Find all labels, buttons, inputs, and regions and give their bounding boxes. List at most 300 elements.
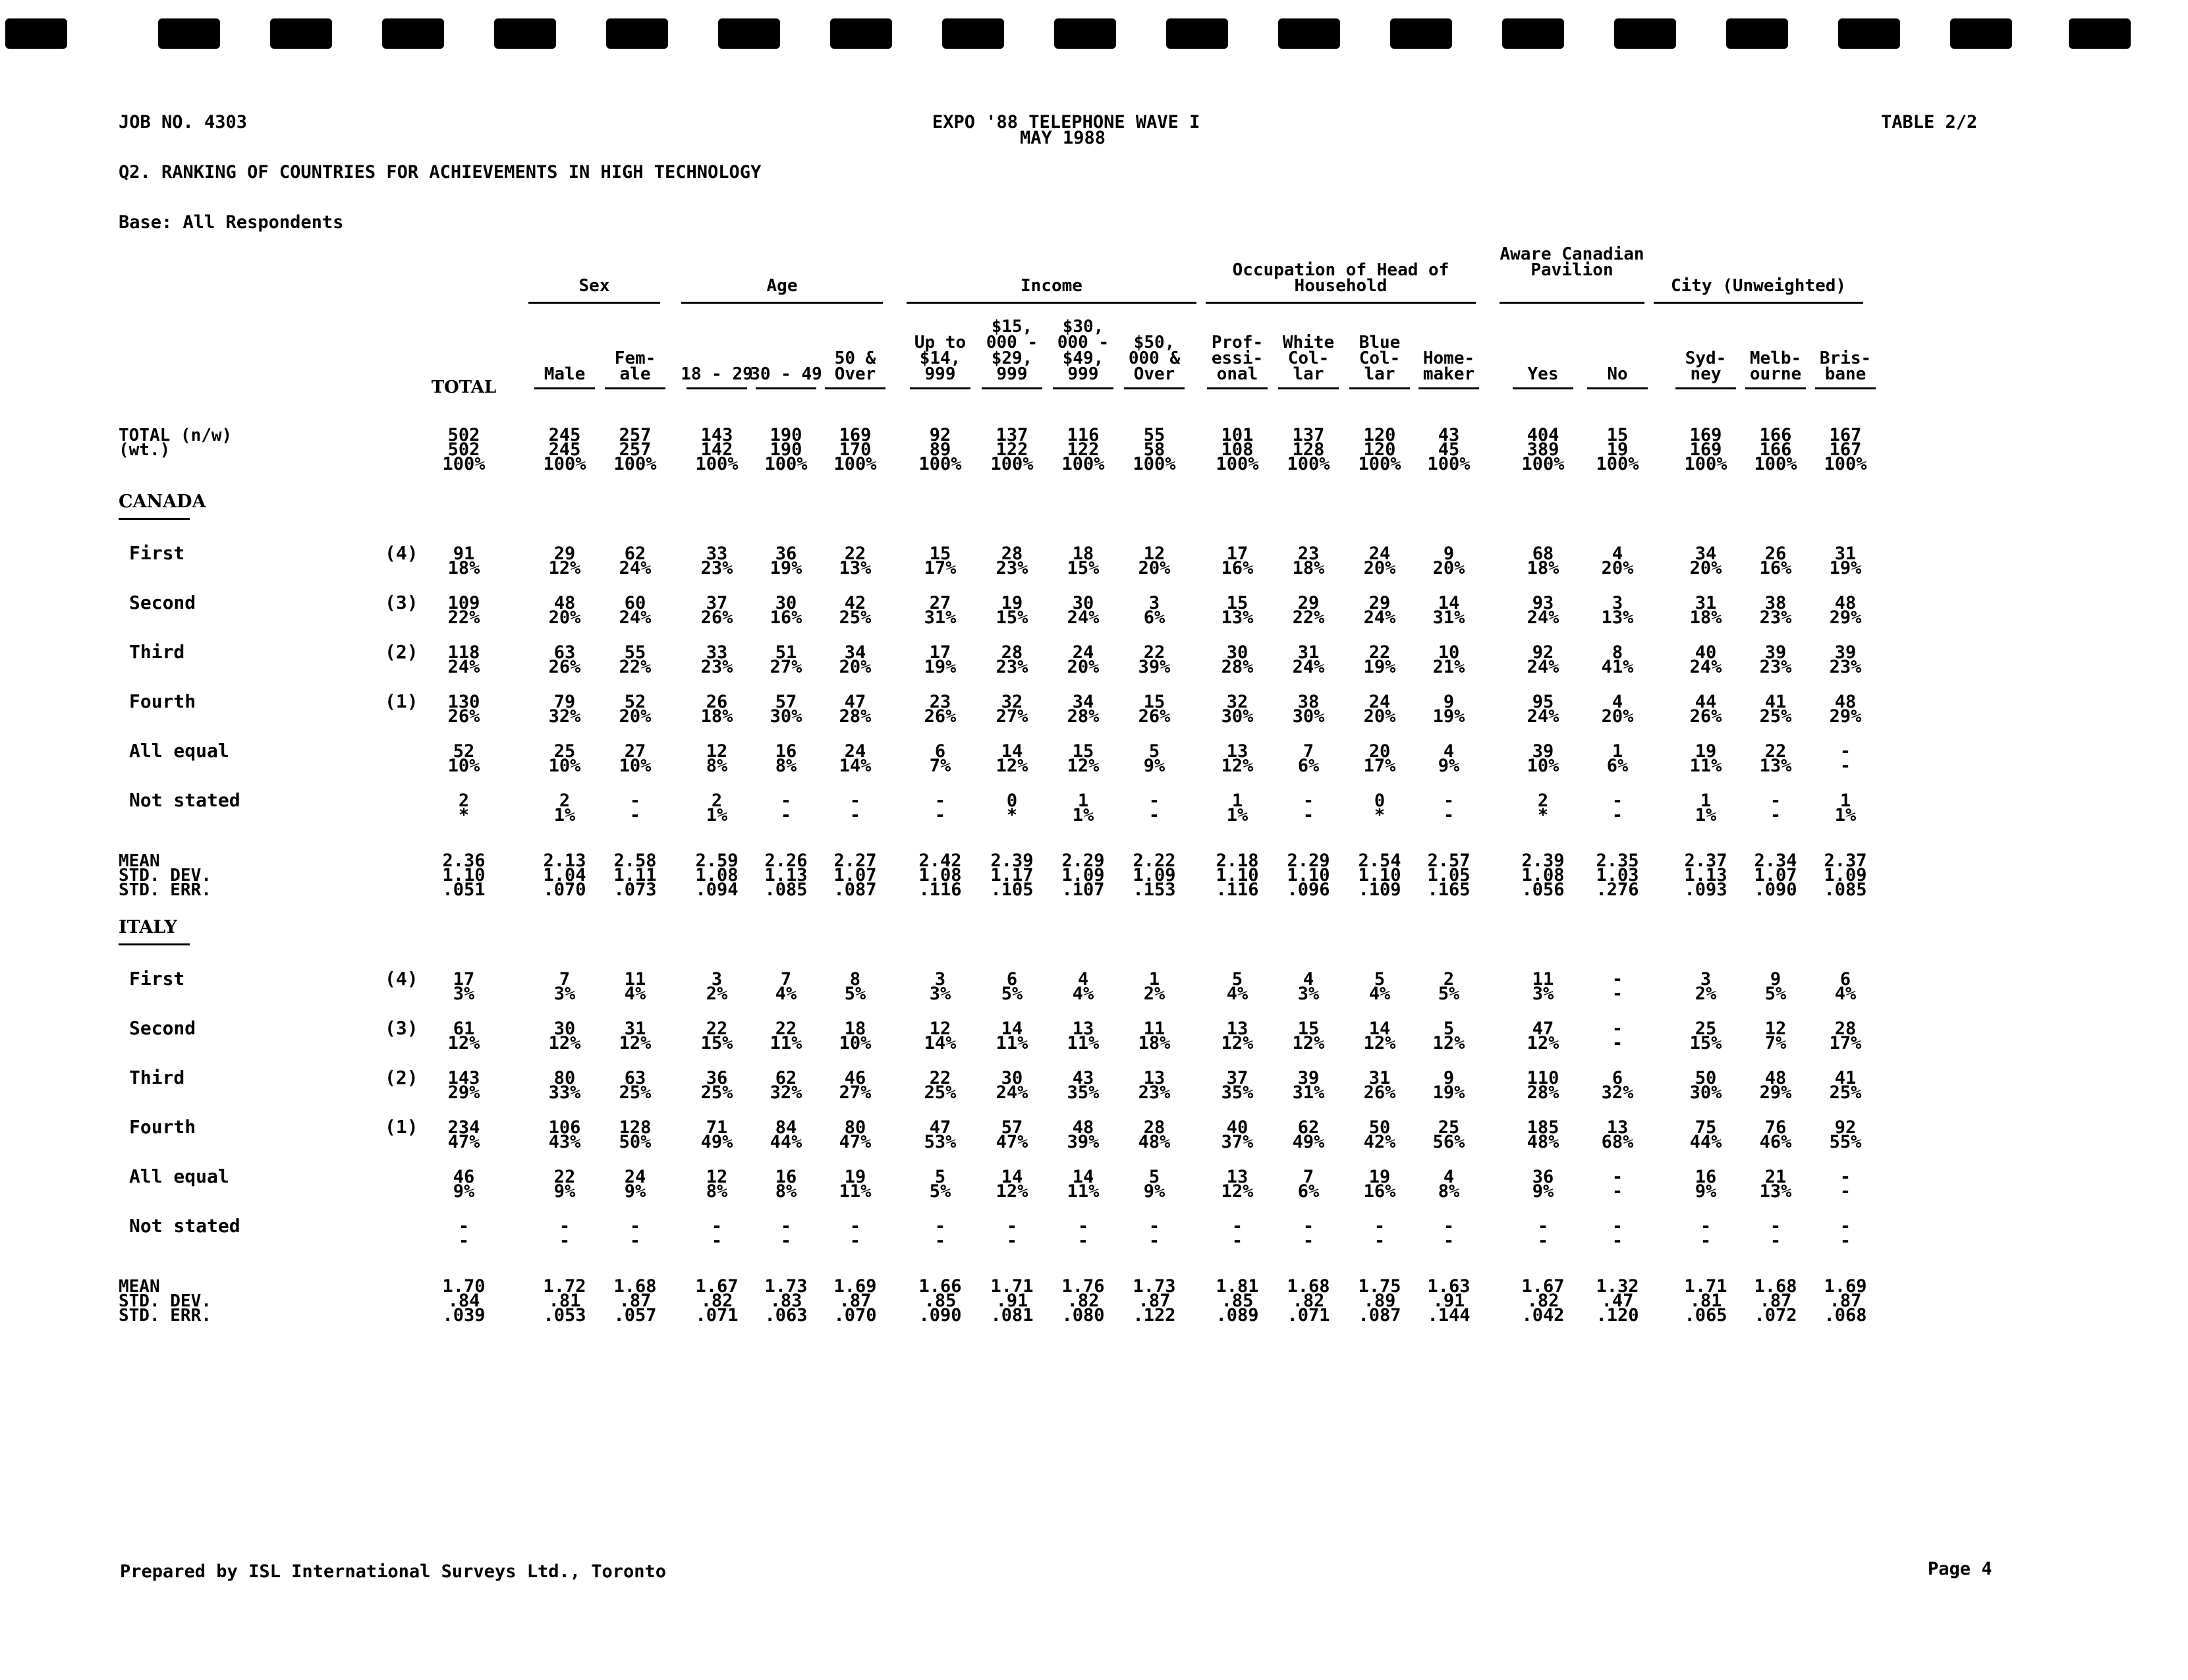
- percent-value: 11%: [996, 1033, 1028, 1053]
- row-label: Second: [129, 1017, 196, 1039]
- count-value: 2: [1537, 791, 1549, 811]
- mean-value: 2.54: [1358, 851, 1401, 871]
- percent-value: -: [1839, 756, 1851, 776]
- column-header: Syd- ney: [1685, 349, 1727, 384]
- mean-value: 1.66: [918, 1276, 962, 1297]
- percent-value: 20%: [1067, 657, 1100, 677]
- percent-value: 8%: [1438, 1181, 1460, 1202]
- std-dev-value: 1.11: [613, 865, 657, 885]
- total-nw-value: 101: [1221, 425, 1254, 445]
- count-value: 16: [1695, 1167, 1717, 1187]
- count-value: 38: [1297, 692, 1320, 712]
- count-value: 11: [624, 969, 646, 990]
- total-wt-value: 58: [1143, 439, 1165, 460]
- column-rule: [1124, 387, 1185, 389]
- count-value: 128: [619, 1117, 652, 1138]
- count-value: 39: [1532, 741, 1554, 762]
- percent-value: 24%: [1292, 657, 1325, 677]
- percent-value: -: [934, 805, 946, 826]
- count-value: 52: [624, 692, 646, 712]
- count-value: 39: [1764, 642, 1787, 663]
- percent-value: 1%: [1072, 805, 1094, 826]
- count-value: 2: [711, 791, 723, 811]
- count-value: 14: [1001, 1019, 1023, 1039]
- std-err-value: .080: [1061, 1305, 1105, 1326]
- feed-hole: [1054, 18, 1116, 49]
- count-value: 0: [1006, 791, 1018, 811]
- mean-value: 2.37: [1684, 851, 1727, 871]
- percent-value: 18%: [1689, 607, 1722, 628]
- count-value: 29: [1368, 593, 1391, 613]
- mean-value: 1.32: [1596, 1276, 1639, 1297]
- percent-value: 24%: [1689, 657, 1722, 677]
- feed-hole: [1838, 18, 1900, 49]
- total-pct-value: 100%: [1521, 454, 1565, 474]
- count-value: 15: [1297, 1019, 1320, 1039]
- row-code: (4): [385, 968, 418, 990]
- total-nw-value: 245: [548, 425, 581, 445]
- std-err-value: .116: [918, 880, 962, 900]
- std-dev-value: .85: [924, 1291, 957, 1311]
- std-dev-value: .91: [996, 1291, 1028, 1311]
- std-err-value: .068: [1824, 1305, 1867, 1326]
- count-value: 92: [1834, 1117, 1857, 1138]
- std-err-value: .070: [833, 1305, 877, 1326]
- percent-value: 12%: [1067, 756, 1100, 776]
- std-dev-value: .83: [770, 1291, 802, 1311]
- mean-value: 1.67: [695, 1276, 739, 1297]
- count-value: 4: [1077, 969, 1089, 990]
- percent-value: 32%: [770, 1082, 802, 1103]
- percent-value: 1%: [1834, 805, 1857, 826]
- percent-value: 14%: [924, 1033, 957, 1053]
- column-header: Male: [544, 364, 586, 384]
- count-value: 32: [1226, 692, 1248, 712]
- count-value: 40: [1226, 1117, 1248, 1138]
- feed-hole: [606, 18, 668, 49]
- percent-value: 24%: [619, 558, 652, 578]
- row-code: (4): [385, 542, 418, 564]
- std-err-value: .094: [695, 880, 739, 900]
- percent-value: 12%: [1363, 1033, 1396, 1053]
- count-value: 4: [1612, 544, 1623, 564]
- percent-value: 9%: [624, 1181, 646, 1202]
- count-value: 44: [1695, 692, 1717, 712]
- count-value: 1: [1077, 791, 1089, 811]
- percent-value: 13%: [839, 558, 872, 578]
- group-rule: [1500, 302, 1644, 304]
- total-wt-value: 170: [839, 439, 872, 460]
- mean-value: 2.13: [543, 851, 586, 871]
- percent-value: 16%: [1759, 558, 1792, 578]
- percent-value: 12%: [1432, 1033, 1465, 1053]
- total-pct-value: 100%: [833, 454, 877, 474]
- mean-value: 1.73: [764, 1276, 808, 1297]
- percent-value: -: [711, 1231, 723, 1251]
- percent-value: 28%: [839, 706, 872, 727]
- percent-value: 23%: [1759, 657, 1792, 677]
- row-label: Fourth: [129, 690, 196, 712]
- percent-value: 9%: [1438, 756, 1460, 776]
- percent-value: 5%: [1001, 984, 1023, 1004]
- count-value: 36: [1532, 1167, 1554, 1187]
- count-value: 80: [553, 1068, 576, 1088]
- percent-value: 27%: [770, 657, 802, 677]
- count-value: 5: [1374, 969, 1386, 990]
- std-dev-value: 1.08: [1521, 865, 1565, 885]
- percent-value: 8%: [775, 1181, 797, 1202]
- percent-value: 68%: [1601, 1132, 1634, 1152]
- percent-value: 35%: [1221, 1082, 1254, 1103]
- percent-value: 47%: [839, 1132, 872, 1152]
- std-err-value: .051: [442, 880, 486, 900]
- total-wt-value: 502: [447, 439, 480, 460]
- percent-value: 49%: [1292, 1132, 1325, 1152]
- mean-value: 2.39: [990, 851, 1034, 871]
- percent-value: -: [1700, 1231, 1712, 1251]
- percent-value: 24%: [1363, 607, 1396, 628]
- percent-value: 22%: [447, 607, 480, 628]
- count-value: 7: [780, 969, 792, 990]
- std-err-value: .042: [1521, 1305, 1565, 1326]
- count-value: 6: [1612, 1068, 1623, 1088]
- percent-value: -: [629, 1231, 641, 1251]
- total-wt-value: 45: [1438, 439, 1460, 460]
- percent-value: 12%: [447, 1033, 480, 1053]
- percent-value: 1%: [553, 805, 576, 826]
- count-value: -: [1148, 1216, 1160, 1237]
- count-value: 23: [1297, 544, 1320, 564]
- percent-value: 28%: [1067, 706, 1100, 727]
- column-header: Up to $14, 999: [914, 333, 967, 384]
- percent-value: 22%: [619, 657, 652, 677]
- page-number: Page 4: [1928, 1559, 1992, 1579]
- group-rule: [1206, 302, 1476, 304]
- percent-value: 13%: [1601, 607, 1634, 628]
- percent-value: 29%: [447, 1082, 480, 1103]
- count-value: -: [1700, 1216, 1712, 1237]
- count-value: 93: [1532, 593, 1554, 613]
- percent-value: 13%: [1759, 756, 1792, 776]
- count-value: 11: [1143, 1019, 1165, 1039]
- column-rule: [534, 387, 595, 389]
- count-value: -: [1231, 1216, 1243, 1237]
- percent-value: 16%: [770, 607, 802, 628]
- total-nw-value: 116: [1067, 425, 1100, 445]
- percent-value: -: [1612, 1033, 1623, 1053]
- std-dev-value: .85: [1221, 1291, 1254, 1311]
- percent-value: 24%: [1527, 657, 1559, 677]
- count-value: 40: [1695, 642, 1717, 663]
- percent-value: 24%: [1527, 607, 1559, 628]
- percent-value: 31%: [1292, 1082, 1325, 1103]
- row-label: First: [129, 968, 185, 990]
- count-value: 22: [775, 1019, 797, 1039]
- percent-value: 29%: [1829, 607, 1862, 628]
- percent-value: 50%: [619, 1132, 652, 1152]
- count-value: 84: [775, 1117, 797, 1138]
- count-value: 19: [844, 1167, 866, 1187]
- percent-value: 20%: [1601, 706, 1634, 727]
- total-wt-value: 245: [548, 439, 581, 460]
- mean-value: 1.69: [833, 1276, 877, 1297]
- count-value: 4: [1303, 969, 1314, 990]
- count-value: 23: [929, 692, 951, 712]
- total-nw-value: 404: [1527, 425, 1559, 445]
- total-pct-value: 100%: [1427, 454, 1471, 474]
- percent-value: -: [1537, 1231, 1549, 1251]
- total-pct-value: 100%: [918, 454, 962, 474]
- count-value: -: [1612, 1216, 1623, 1237]
- feed-hole: [1166, 18, 1228, 49]
- std-dev-value: .87: [1759, 1291, 1792, 1311]
- total-nw-value: 43: [1438, 425, 1460, 445]
- count-value: 39: [1297, 1068, 1320, 1088]
- count-value: 48: [553, 593, 576, 613]
- percent-value: 7%: [1764, 1033, 1787, 1053]
- count-value: 31: [1695, 593, 1717, 613]
- std-err-value: .107: [1061, 880, 1105, 900]
- count-value: 48: [1072, 1117, 1094, 1138]
- percent-value: 12%: [1292, 1033, 1325, 1053]
- percent-value: 13%: [1759, 1181, 1792, 1202]
- percent-value: 23%: [1759, 607, 1792, 628]
- section-title: ITALY: [119, 917, 177, 938]
- row-code: (3): [385, 592, 418, 613]
- report-date: MAY 1988: [1020, 128, 1106, 148]
- percent-value: 19%: [1432, 1082, 1465, 1103]
- count-value: 24: [1368, 692, 1391, 712]
- count-value: 62: [1297, 1117, 1320, 1138]
- std-dev-value: 1.07: [833, 865, 877, 885]
- percent-value: -: [1770, 805, 1781, 826]
- count-value: 19: [1001, 593, 1023, 613]
- count-value: 68: [1532, 544, 1554, 564]
- count-value: 22: [1764, 741, 1787, 762]
- percent-value: 46%: [1759, 1132, 1792, 1152]
- std-dev-value: .81: [1689, 1291, 1722, 1311]
- percent-value: 23%: [996, 657, 1028, 677]
- percent-value: 4%: [1368, 984, 1391, 1004]
- percent-value: -: [1006, 1231, 1018, 1251]
- feed-hole: [494, 18, 556, 49]
- std-err-value: .056: [1521, 880, 1565, 900]
- column-rule: [1587, 387, 1648, 389]
- stat-label: STD. DEV.: [119, 1291, 211, 1311]
- column-rule: [825, 387, 885, 389]
- count-value: 63: [624, 1068, 646, 1088]
- count-value: 2: [559, 791, 571, 811]
- count-value: 22: [706, 1019, 728, 1039]
- percent-value: 9%: [1143, 1181, 1165, 1202]
- std-err-value: .085: [764, 880, 808, 900]
- feed-hole: [5, 18, 67, 49]
- count-value: 28: [1143, 1117, 1165, 1138]
- row-code: (3): [385, 1017, 418, 1039]
- percent-value: 23%: [700, 657, 733, 677]
- std-dev-value: .87: [619, 1291, 652, 1311]
- percent-value: 47%: [996, 1132, 1028, 1152]
- percent-value: 29%: [1759, 1082, 1792, 1103]
- percent-value: 22%: [1292, 607, 1325, 628]
- std-err-value: .053: [543, 1305, 586, 1326]
- count-value: 5: [1148, 741, 1160, 762]
- feed-hole: [270, 18, 332, 49]
- count-value: -: [1612, 969, 1623, 990]
- std-dev-value: .87: [1829, 1291, 1862, 1311]
- std-dev-value: 1.03: [1596, 865, 1639, 885]
- count-value: 13: [1072, 1019, 1094, 1039]
- percent-value: 18%: [447, 558, 480, 578]
- total-wt-value: 167: [1829, 439, 1862, 460]
- group-header-occupation: Occupation of Head of Household: [1232, 260, 1449, 296]
- total-pct-value: 100%: [1596, 454, 1639, 474]
- feed-hole: [1950, 18, 2012, 49]
- total-nw-value: 190: [770, 425, 802, 445]
- percent-value: *: [458, 805, 470, 826]
- column-header: 18 - 29: [681, 364, 753, 384]
- percent-value: 18%: [700, 706, 733, 727]
- count-value: -: [1443, 1216, 1455, 1237]
- count-value: -: [780, 791, 792, 811]
- count-value: 22: [1368, 642, 1391, 663]
- column-rule: [756, 387, 816, 389]
- column-header: White Col- lar: [1282, 333, 1335, 384]
- std-err-value: .109: [1358, 880, 1401, 900]
- count-value: 118: [447, 642, 480, 663]
- count-value: 31: [1834, 544, 1857, 564]
- count-value: 110: [1527, 1068, 1559, 1088]
- percent-value: 14%: [839, 756, 872, 776]
- column-header: 30 - 49: [750, 364, 822, 384]
- percent-value: 43%: [548, 1132, 581, 1152]
- count-value: -: [1303, 1216, 1314, 1237]
- percent-value: 15%: [700, 1033, 733, 1053]
- percent-value: 44%: [1689, 1132, 1722, 1152]
- percent-value: 39%: [1067, 1132, 1100, 1152]
- count-value: 63: [553, 642, 576, 663]
- count-value: 10: [1438, 642, 1460, 663]
- percent-value: 41%: [1601, 657, 1634, 677]
- percent-value: 23%: [700, 558, 733, 578]
- group-rule: [681, 302, 883, 304]
- percent-value: 21%: [1432, 657, 1465, 677]
- count-value: 14: [1368, 1019, 1391, 1039]
- percent-value: 20%: [1138, 558, 1171, 578]
- count-value: 24: [1072, 642, 1094, 663]
- percent-value: 12%: [996, 756, 1028, 776]
- percent-value: 2%: [1695, 984, 1717, 1004]
- percent-value: -: [1077, 1231, 1089, 1251]
- percent-value: 24%: [619, 607, 652, 628]
- total-nw-value: 137: [996, 425, 1028, 445]
- percent-value: -: [849, 805, 861, 826]
- count-value: 1: [1700, 791, 1712, 811]
- percent-value: 13%: [1221, 607, 1254, 628]
- std-err-value: .090: [918, 1305, 962, 1326]
- count-value: -: [1537, 1216, 1549, 1237]
- total-wt-value: 389: [1527, 439, 1559, 460]
- percent-value: 12%: [1221, 756, 1254, 776]
- count-value: -: [1612, 1167, 1623, 1187]
- percent-value: 20%: [1363, 558, 1396, 578]
- count-value: 9: [1443, 544, 1455, 564]
- count-value: -: [1839, 1216, 1851, 1237]
- count-value: 2: [1443, 969, 1455, 990]
- percent-value: *: [1006, 805, 1018, 826]
- count-value: 57: [775, 692, 797, 712]
- count-value: 50: [1695, 1068, 1717, 1088]
- percent-value: 7%: [929, 756, 951, 776]
- std-dev-value: .82: [1067, 1291, 1100, 1311]
- count-value: 3: [1612, 593, 1623, 613]
- std-dev-value: 1.09: [1061, 865, 1105, 885]
- count-value: 12: [706, 1167, 728, 1187]
- percent-value: 5%: [929, 1181, 951, 1202]
- count-value: 62: [775, 1068, 797, 1088]
- percent-value: -: [1839, 1231, 1851, 1251]
- std-dev-value: .87: [1138, 1291, 1171, 1311]
- row-code: (1): [385, 690, 418, 712]
- std-err-value: .165: [1427, 880, 1471, 900]
- column-header: Home- maker: [1422, 349, 1475, 384]
- std-err-value: .073: [613, 880, 657, 900]
- percent-value: 2%: [706, 984, 728, 1004]
- std-dev-value: .91: [1432, 1291, 1465, 1311]
- count-value: -: [1612, 791, 1623, 811]
- count-value: -: [1839, 1167, 1851, 1187]
- stat-label: MEAN: [119, 851, 160, 871]
- stat-label: STD. ERR.: [119, 880, 211, 900]
- count-value: 22: [553, 1167, 576, 1187]
- count-value: -: [629, 1216, 641, 1237]
- count-value: 37: [706, 593, 728, 613]
- count-value: 3: [1700, 969, 1712, 990]
- column-header: $15, 000 - $29, 999: [986, 317, 1038, 384]
- count-value: 1: [1839, 791, 1851, 811]
- count-value: 14: [1001, 741, 1023, 762]
- std-dev-value: .87: [839, 1291, 872, 1311]
- count-value: 19: [1368, 1167, 1391, 1187]
- count-value: 5: [1148, 1167, 1160, 1187]
- total-nw-value: 169: [839, 425, 872, 445]
- count-value: 25: [1695, 1019, 1717, 1039]
- row-label: Fourth: [129, 1116, 196, 1138]
- count-value: 6: [1839, 969, 1851, 990]
- percent-value: 3%: [553, 984, 576, 1004]
- total-pct-value: 100%: [764, 454, 808, 474]
- count-value: 13: [1226, 741, 1248, 762]
- percent-value: 15%: [1689, 1033, 1722, 1053]
- percent-value: 29%: [1829, 706, 1862, 727]
- group-header-income: Income: [1021, 276, 1082, 296]
- column-header: Fem- ale: [614, 349, 656, 384]
- count-value: 76: [1764, 1117, 1787, 1138]
- stat-label: STD. ERR.: [119, 1306, 211, 1326]
- percent-value: 4%: [1226, 984, 1248, 1004]
- count-value: 5: [1231, 969, 1243, 990]
- prepared-by: Prepared by ISL International Surveys Ltd., Toronto: [120, 1561, 667, 1582]
- percent-value: 3%: [1532, 984, 1554, 1004]
- count-value: 18: [1072, 544, 1094, 564]
- row-label: All equal: [129, 740, 229, 762]
- percent-value: 18%: [1292, 558, 1325, 578]
- percent-value: 8%: [706, 756, 728, 776]
- group-header-age: Age: [766, 276, 798, 296]
- percent-value: 55%: [1829, 1132, 1862, 1152]
- std-err-value: .116: [1216, 880, 1259, 900]
- count-value: 18: [844, 1019, 866, 1039]
